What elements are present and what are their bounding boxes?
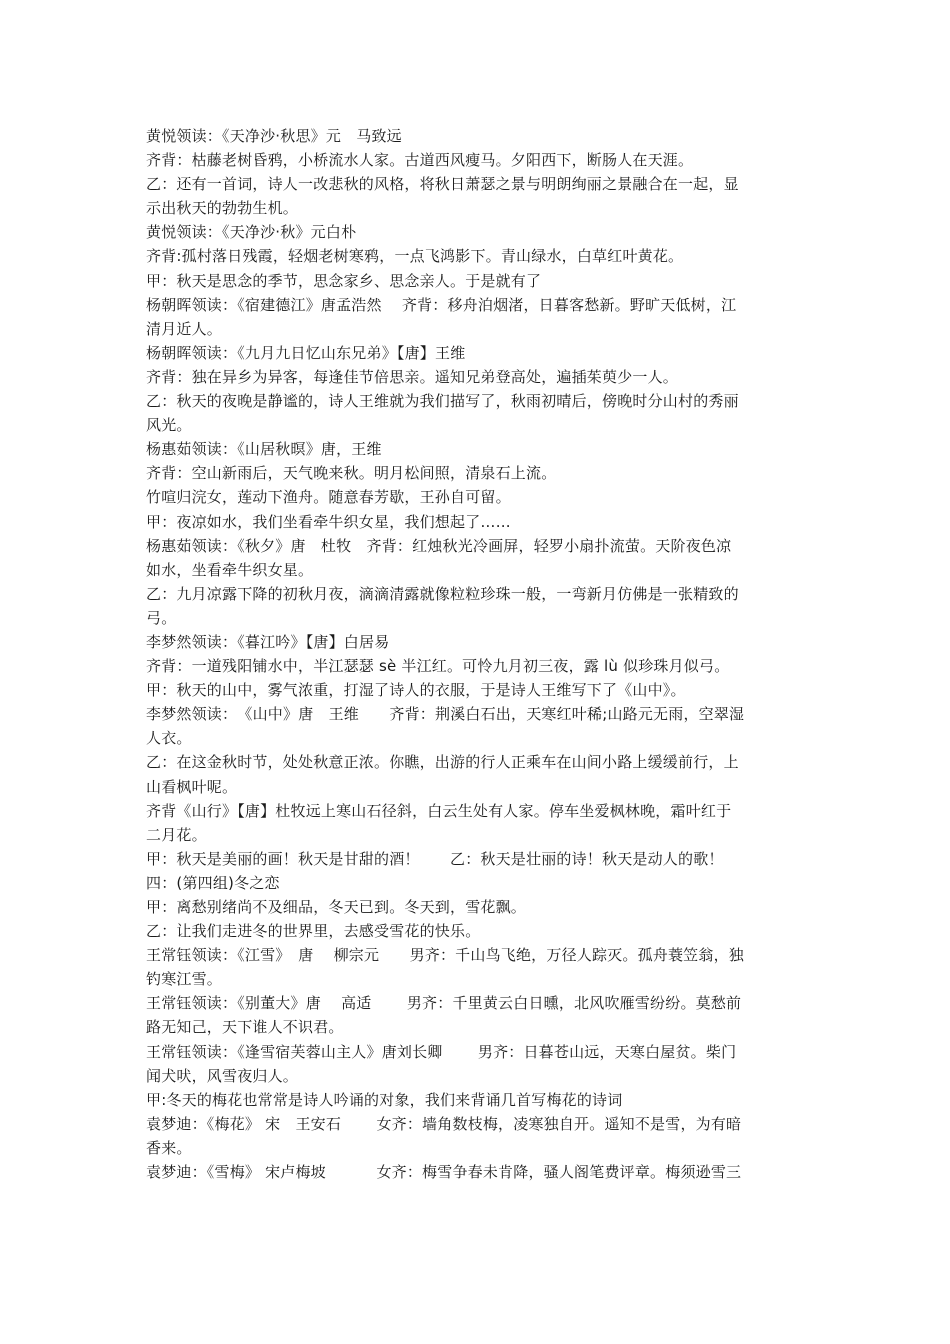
text-line: 齐背：空山新雨后，天气晚来秋。明月松间照，清泉石上流。 — [146, 464, 557, 483]
text-line: 袁梦迪：《梅花》 宋 王安石 女齐：墙角数枝梅，凌寒独自开。遥知不是雪，为有暗 — [146, 1114, 742, 1133]
text-line: 香来。 — [146, 1138, 192, 1157]
text-line: 袁梦迪：《雪梅》 宋卢梅坡 女齐：梅雪争春未肯降，骚人阁笔费评章。梅须逊雪三 — [146, 1163, 742, 1182]
text-line: 人衣。 — [146, 729, 192, 748]
text-line: 二月花。 — [146, 825, 207, 844]
text-line: 山看枫叶呢。 — [146, 777, 238, 796]
text-line: 杨惠茹领读：《秋夕》唐 杜牧 齐背：红烛秋光冷画屏，轻罗小扇扑流萤。天阶夜色凉 — [146, 536, 732, 555]
text-line: 齐背《山行》【唐】杜牧远上寒山石径斜，白云生处有人家。停车坐爱枫林晚，霜叶红于 — [146, 801, 732, 820]
text-line: 王常钰领读：《别董大》唐 高适 男齐：千里黄云白日曛，北风吹雁雪纷纷。莫愁前 — [146, 994, 742, 1013]
text-line: 路无知己，天下谁人不识君。 — [146, 1018, 344, 1037]
text-line: 四：(第四组)冬之恋 — [146, 873, 280, 892]
text-line: 黄悦领读：《天净沙·秋》元白朴 — [146, 223, 357, 242]
text-line: 清月近人。 — [146, 319, 223, 338]
text-line: 竹喧归浣女，莲动下渔舟。随意春芳歇，王孙自可留。 — [146, 488, 511, 507]
text-line: 闻犬吠，风雪夜归人。 — [146, 1066, 299, 1085]
document-body — [146, 124, 812, 1184]
text-line: 乙：让我们走进冬的世界里，去感受雪花的快乐。 — [146, 922, 481, 941]
text-line: 齐背：独在异乡为异客，每逢佳节倍思亲。遥知兄弟登高处，遍插茱萸少一人。 — [146, 367, 679, 386]
text-line: 甲：秋天的山中，雾气浓重，打湿了诗人的衣服，于是诗人王维写下了《山中》。 — [146, 681, 686, 700]
text-line: 黄悦领读：《天净沙·秋思》元 马致远 — [146, 127, 402, 145]
text-line: 齐背:孤村落日残霞，轻烟老树寒鸦，一点飞鸿影下。青山绿水，白草红叶黄花。 — [146, 247, 684, 266]
text-line: 王常钰领读：《江雪》 唐 柳宗元 男齐：千山鸟飞绝，万径人踪灭。孤舟蓑笠翁，独 — [146, 946, 744, 965]
text-line: 李梦然领读： 《山中》唐 王维 齐背：荆溪白石出，天寒红叶稀;山路元无雨，空翠湿 — [146, 705, 745, 724]
text-line: 甲：夜凉如水，我们坐看牵牛织女星，我们想起了…… — [146, 512, 511, 531]
text-line: 风光。 — [146, 416, 192, 435]
text-line: 李梦然领读：《暮江吟》【唐】白居易 — [146, 632, 390, 651]
text-line: 杨朝晖领读：《九月九日忆山东兄弟》【唐】王维 — [146, 343, 466, 362]
text-line: 杨惠茹领读：《山居秋暝》唐，王维 — [146, 440, 382, 459]
text-line: 甲：秋天是思念的季节，思念家乡、思念亲人。于是就有了 — [146, 271, 542, 290]
text-line: 甲：秋天是美丽的画！秋天是甘甜的酒！ 乙：秋天是壮丽的诗！秋天是动人的歌！ — [146, 849, 724, 868]
text-line: 甲:冬天的梅花也常常是诗人吟诵的对象，我们来背诵几首写梅花的诗词 — [146, 1090, 623, 1109]
text-line: 齐背：一道残阳铺水中，半江瑟瑟 sè 半江红。可怜九月初三夜，露 lù 似珍珠月似弓。 — [146, 657, 730, 676]
text-line: 甲：离愁别绪尚不及细品，冬天已到。冬天到，雪花飘。 — [146, 898, 527, 916]
text-line: 乙：在这金秋时节，处处秋意正浓。你瞧，出游的行人正乘车在山间小路上缓缓前行，上 — [146, 753, 739, 772]
text-line: 弓。 — [146, 608, 177, 627]
text-line: 如水，坐看牵牛织女星。 — [146, 560, 314, 579]
text-line: 王常钰领读：《逢雪宿芙蓉山主人》唐刘长卿 男齐：日暮苍山远，天寒白屋贫。柴门 — [146, 1042, 737, 1061]
text-line: 乙：九月凉露下降的初秋月夜，滴滴清露就像粒粒珍珠一般，一弯新月仿佛是一张精致的 — [146, 584, 739, 603]
text-line: 乙：还有一首词，诗人一改悲秋的风格，将秋日萧瑟之景与明朗绚丽之景融合在一起，显 — [146, 175, 739, 194]
text-line: 杨朝晖领读：《宿建德江》唐孟浩然 齐背：移舟泊烟渚，日暮客愁新。野旷天低树，江 — [146, 295, 737, 314]
text-line: 示出秋天的勃勃生机。 — [146, 199, 299, 218]
text-line: 乙：秋天的夜晚是静谧的，诗人王维就为我们描写了，秋雨初晴后，傍晚时分山村的秀丽 — [146, 392, 739, 411]
text-line: 钓寒江雪。 — [146, 970, 223, 989]
text-line: 齐背：枯藤老树昏鸦，小桥流水人家。古道西风瘦马。夕阳西下，断肠人在天涯。 — [146, 151, 694, 170]
